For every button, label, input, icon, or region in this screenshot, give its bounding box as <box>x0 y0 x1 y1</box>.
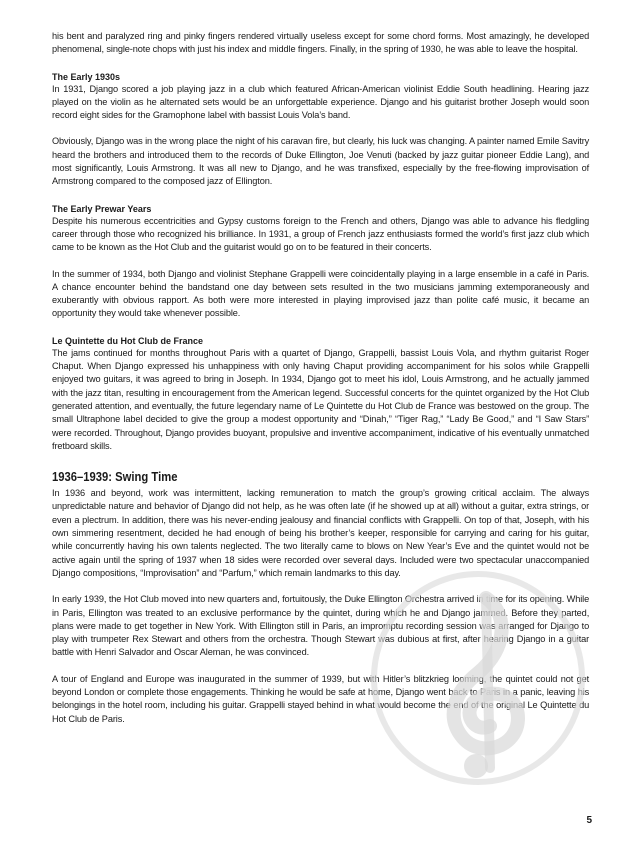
page-number: 5 <box>586 815 592 826</box>
paragraph-quintette-1: The jams continued for months throughout Paris with a quartet of Django, Grappelli, bassist Louis Vola, and rhythm guitarist Roger Chaput. When Django expressed his unhappiness with only having Chaput providing accompaniment for his solos while Grappelli enjoyed two guitars, it was agreed to bring in Joseph. In 1934, Django got to meet his idol, Louis Armstrong, and he actually jammed with the jazz titan, resulting in encouragement from the American legend. Successful concerts for the quintet organized by the Hot Club generated attention, and eventually, the future legendary name of Le Quintette du Hot Club de France was bestowed on the group. The small Ultraphone label decided to give the group a modest opportunity and “Dinah,” “Tiger Rag,” “Lady Be Good,” and “I Saw Stars” were recorded. Throughout, Django provides buoyant, propulsive and inventive accompaniment, indicative of his eventually unmatched fretboard skills. <box>52 347 590 452</box>
paragraph-prewar-2: In the summer of 1934, both Django and violinist Stephane Grappelli were coincidentally playing in a large ensemble in a café in Paris. A chance encounter behind the bandstand one day between sets resulted in the two musicians jamming extemporaneously and exuberantly with obvious rapport. As both were more interested in playing improvised jazz than polite café music, it became an opportunity they would take whenever possible. <box>52 268 590 320</box>
paragraph-intro: his bent and paralyzed ring and pinky fingers rendered virtually useless except for some chord forms. Most amazingly, he developed phenomenal, single-note chops with just his index and middle fingers. Finally, in the spring of 1930, he was able to leave the hospital. <box>52 31 590 56</box>
heading-quintette: Le Quintette du Hot Club de France <box>52 334 204 346</box>
heading-swing-time: 1936–1939: Swing Time <box>52 470 178 485</box>
paragraph-swing-1: In 1936 and beyond, work was intermittent, lacking remuneration to match the group’s growing critical acclaim. The always unpredictable nature and behavior of Django did not help, as he was often late (if he showed up at all) without a guitar, extra strings, or even a plectrum. In addition, there was his never-ending jealousy and financial conflicts with Grappelli. On top of that, Joseph, with his own simmering resentment, decided he had enough of being his brother’s keeper, responsible for carrying and caring for his guitar, while concurrently having his own talents neglected. The two literally came to blows on New Year’s Eve and the quintet would not be active again until the spring of 1937 when 18 sides were recorded over several days. Included were two spectacular unaccompanied Django compositions, “Improvisation” and “Parfum,” which remain landmarks to this day. <box>52 488 590 579</box>
heading-early-1930s: The Early 1930s <box>52 70 121 82</box>
heading-prewar: The Early Prewar Years <box>52 202 152 214</box>
paragraph-prewar-1: Despite his numerous eccentricities and Gypsy customs foreign to the French and others, Django was able to advance his fledgling career through those who recognized his brilliance. In 1931, a group of French jazz enthusiasts formed the world’s first jazz club which came to be known as the Hot Club and the guitarist would go on to be featured in their concerts. <box>52 215 590 254</box>
paragraph-early-1930s-2: Obviously, Django was in the wrong place the night of his caravan fire, but clearly, his luck was changing. A painter named Emile Savitry heard the brothers and introduced them to the records of Duke Ellington, Joe Venuti (backed by jazz guitar pioneer Eddie Lang), and most significantly, Louis Armstrong. It was all new to Django, and he was transfixed, especially by the free-flowing improvisation of Armstrong compared to the composed jazz of Ellington. <box>52 136 590 188</box>
paragraph-swing-3: A tour of England and Europe was inaugurated in the summer of 1939, but with Hitler’s blitzkrieg looming, the quintet could not get beyond London or complete those engagements. Thinking he would be safe at home, Django went back to Paris in a panic, leaving his belongings in the hotel room, including his guitar. Grappelli stayed behind in what would become the end of the original Le Quintette du Hot Club de Paris. <box>52 673 590 725</box>
paragraph-early-1930s-1: In 1931, Django scored a job playing jazz in a club which featured African-American violinist Eddie South headlining. Hearing jazz played on the violin as he alternated sets would be an unforgettable experience. Django and his guitarist brother Joseph would soon record eight sides for the Gramophone label with bassist Louis Vola’s band. <box>52 83 590 122</box>
treble-clef-watermark-icon <box>368 568 588 788</box>
paragraph-swing-2: In early 1939, the Hot Club moved into new quarters and, fortuitously, the Duke Ellington Orchestra arrived in time for its opening. While in Paris, Ellington was treated to an exclusive performance by the quintet, during which he and Django jammed. Before they parted, plans were made to get together in New York. With Ellington still in Paris, an impromptu recording session was arranged for Django to play with trumpeter Rex Stewart and others from the orchestra. Though Stewart was dubious at first, after hearing Django in a guitar battle with Henri Salvador and Oscar Aleman, he was convinced. <box>52 594 590 659</box>
